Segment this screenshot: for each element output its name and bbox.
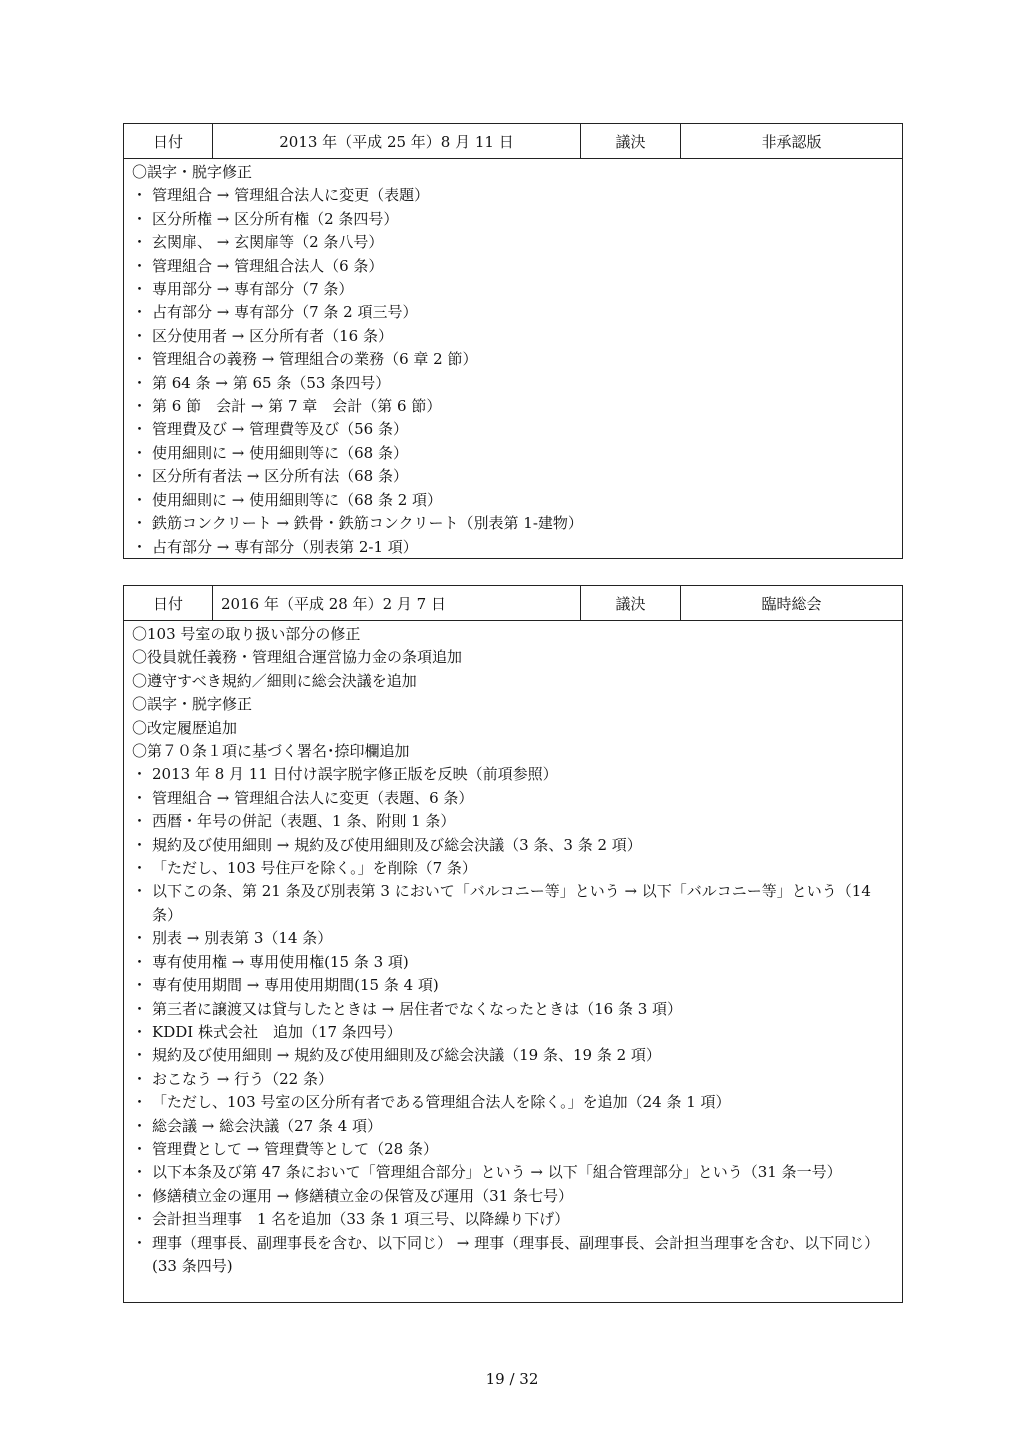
item-text: 総会議 → 総会決議（27 条 4 項） [152, 1116, 383, 1135]
list-item [132, 395, 894, 418]
bullet-mark: ・ [132, 882, 148, 901]
bullet-mark: ・ [132, 397, 148, 416]
bullet-mark: ・ [132, 788, 148, 807]
item-text: 以下本条及び第 47 条において「管理組合部分」という → 以下「組合管理部分」という（31 条一号） [152, 1163, 842, 1182]
item-text: 別表 → 別表第 3（14 条） [152, 929, 333, 948]
list-item [132, 974, 894, 997]
list-item [132, 1068, 894, 1091]
item-text: 「ただし、103 号住戸を除く。」を削除（7 条） [152, 859, 477, 878]
list-item [132, 536, 894, 559]
item-text: 理事（理事長、副理事長を含む、以下同じ） → 理事（理事長、副理事長、会計担当理事を含む、以下同じ）(33 条四号) [152, 1233, 880, 1275]
list-item [132, 951, 894, 974]
item-text: 管理費として → 管理費等として（28 条） [152, 1139, 438, 1158]
bullet-mark: ・ [132, 186, 148, 205]
bullet-mark: ・ [132, 929, 148, 948]
resolution-label-cell: 議決 [581, 586, 681, 620]
section-heading: 〇役員就任義務・管理組合運営協力金の条項追加 [132, 648, 463, 667]
bullet-mark: ・ [132, 467, 148, 486]
list-item [132, 1021, 894, 1044]
list-item [132, 301, 894, 324]
bullet-mark: ・ [132, 514, 148, 533]
item-text: 第三者に譲渡又は貸与したときは → 居住者でなくなったときは（16 条 3 項） [152, 999, 683, 1018]
item-text: 第 64 条 → 第 65 条（53 条四号） [152, 373, 391, 392]
item-text: 専有使用権 → 専用使用権(15 条 3 項) [152, 952, 409, 971]
list-item [132, 278, 894, 301]
record-header-row [124, 124, 902, 159]
item-text: 「ただし、103 号室の区分所有者である管理組合法人を除く。」を追加（24 条 1 項） [152, 1093, 731, 1112]
list-item [132, 231, 894, 254]
list-item [132, 208, 894, 231]
list-item [132, 998, 894, 1021]
bullet-mark: ・ [132, 1093, 148, 1112]
item-text: 2013 年 8 月 11 日付け誤字脱字修正版を反映（前項参照） [152, 765, 558, 784]
bullet-mark: ・ [132, 1022, 148, 1041]
bullet-mark: ・ [132, 952, 148, 971]
item-text: 管理組合の義務 → 管理組合の業務（6 章 2 節） [152, 350, 478, 369]
section-heading: 〇誤字・脱字修正 [132, 163, 253, 181]
bullet-mark: ・ [132, 1069, 148, 1088]
item-text: 区分所有者法 → 区分所有法（68 条） [152, 467, 408, 486]
bullet-mark: ・ [132, 256, 148, 275]
list-item [132, 857, 894, 880]
list-item [132, 1044, 894, 1067]
bullet-mark: ・ [132, 1233, 148, 1252]
bullet-mark: ・ [132, 1046, 148, 1065]
bullet-mark: ・ [132, 537, 148, 556]
bullet-mark: ・ [132, 326, 148, 345]
list-item [132, 418, 894, 441]
list-item [132, 372, 894, 395]
record-header-row [124, 586, 902, 621]
item-text: 規約及び使用細則 → 規約及び使用細則及び総会決議（19 条、19 条 2 項） [152, 1046, 661, 1065]
list-item [132, 1185, 894, 1208]
item-text: おこなう → 行う（22 条） [152, 1069, 333, 1088]
bullet-mark: ・ [132, 1139, 148, 1158]
item-text: 鉄筋コンクリート → 鉄骨・鉄筋コンクリート（別表第 1-建物） [152, 514, 583, 533]
date-value-cell: 2016 年（平成 28 年）2 月 7 日 [213, 586, 581, 620]
revision-record-2016 [123, 585, 903, 1303]
list-item [132, 810, 894, 833]
item-text: 西暦・年号の併記（表題、1 条、附則 1 条） [152, 812, 456, 831]
item-text: 管理組合 → 管理組合法人に変更（表題） [152, 186, 430, 205]
list-item [132, 348, 894, 371]
item-text: 占有部分 → 専有部分（7 条 2 項三号） [152, 303, 418, 322]
bullet-mark: ・ [132, 233, 148, 252]
section-heading: 〇103 号室の取り扱い部分の修正 [132, 625, 361, 643]
list-item [132, 489, 894, 512]
section-heading: 〇改定履歴追加 [132, 718, 238, 737]
item-text: 修繕積立金の運用 → 修繕積立金の保管及び運用（31 条七号） [152, 1186, 573, 1205]
bullet-mark: ・ [132, 303, 148, 322]
section-heading: 〇誤字・脱字修正 [132, 695, 253, 714]
list-item [132, 1138, 894, 1161]
list-item [132, 834, 894, 857]
item-text: 専有使用期間 → 専用使用期間(15 条 4 項) [152, 976, 439, 995]
resolution-type-cell: 臨時総会 [761, 594, 822, 613]
bullet-mark: ・ [132, 1116, 148, 1135]
item-text: 占有部分 → 専有部分（別表第 2-1 項） [152, 537, 418, 556]
resolution-label-cell: 議決 [581, 124, 681, 158]
bullet-mark: ・ [132, 490, 148, 509]
section-heading: 〇第７０条１項に基づく署名･捺印欄追加 [132, 742, 410, 761]
date-label-cell: 日付 [124, 586, 213, 620]
date-value-cell: 2013 年（平成 25 年）8 月 11 日 [213, 124, 581, 158]
bullet-mark: ・ [132, 373, 148, 392]
record-body [124, 159, 902, 559]
item-text: 区分使用者 → 区分所有者（16 条） [152, 326, 393, 345]
list-item [132, 325, 894, 348]
item-text: 専用部分 → 専有部分（7 条） [152, 280, 354, 299]
bullet-mark: ・ [132, 420, 148, 439]
item-text: 会計担当理事 1 名を追加（33 条 1 項三号、以降繰り下げ） [152, 1210, 570, 1229]
list-item [132, 184, 894, 207]
bullet-mark: ・ [132, 999, 148, 1018]
list-item [132, 1208, 894, 1231]
list-item [132, 1161, 894, 1184]
revision-record-2013 [123, 123, 903, 559]
bullet-mark: ・ [132, 443, 148, 462]
item-text: 第 6 節 会計 → 第 7 章 会計（第 6 節） [152, 397, 442, 416]
item-text: 使用細則に → 使用細則等に（68 条 2 項） [152, 490, 443, 509]
bullet-mark: ・ [132, 859, 148, 878]
item-text: 区分所権 → 区分所有権（2 条四号） [152, 209, 399, 228]
list-item [132, 465, 894, 488]
bullet-mark: ・ [132, 350, 148, 369]
bullet-mark: ・ [132, 976, 148, 995]
list-item [132, 787, 894, 810]
item-text: KDDI 株式会社 追加（17 条四号） [152, 1022, 402, 1041]
bullet-mark: ・ [132, 1210, 148, 1229]
list-item [132, 880, 894, 927]
list-item [132, 1091, 894, 1114]
bullet-mark: ・ [132, 812, 148, 831]
list-item [132, 442, 894, 465]
item-text: 管理費及び → 管理費等及び（56 条） [152, 420, 408, 439]
page-number: 19 / 32 [485, 1370, 539, 1388]
bullet-mark: ・ [132, 209, 148, 228]
record-body [124, 621, 902, 1278]
list-item [132, 255, 894, 278]
list-item [132, 763, 894, 786]
bullet-mark: ・ [132, 765, 148, 784]
item-text: 以下この条、第 21 条及び別表第 3 において「バルコニー等」という → 以下「バルコニー等」という（14 条） [152, 882, 871, 924]
list-item [132, 927, 894, 950]
item-text: 玄関扉、 → 玄関扉等（2 条八号） [152, 233, 384, 252]
resolution-type-cell: 非承認版 [761, 132, 822, 151]
item-text: 使用細則に → 使用細則等に（68 条） [152, 443, 408, 462]
date-label-cell: 日付 [124, 124, 213, 158]
list-item [132, 1232, 894, 1279]
item-text: 管理組合 → 管理組合法人に変更（表題、6 条） [152, 788, 474, 807]
item-text: 規約及び使用細則 → 規約及び使用細則及び総会決議（3 条、3 条 2 項） [152, 835, 642, 854]
list-item [132, 512, 894, 535]
bullet-mark: ・ [132, 280, 148, 299]
bullet-mark: ・ [132, 835, 148, 854]
bullet-mark: ・ [132, 1163, 148, 1182]
section-heading: 〇遵守すべき規約／細則に総会決議を追加 [132, 671, 417, 690]
bullet-mark: ・ [132, 1186, 148, 1205]
item-text: 管理組合 → 管理組合法人（6 条） [152, 256, 384, 275]
list-item [132, 1115, 894, 1138]
